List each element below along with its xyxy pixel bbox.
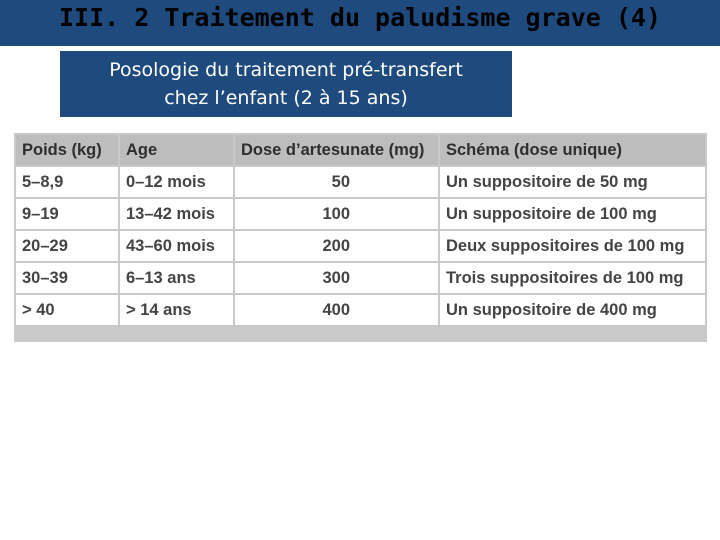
table-row bbox=[16, 263, 705, 293]
cell-weight: 20–29 bbox=[16, 231, 118, 261]
cell-schedule: Trois suppositoires de 100 mg bbox=[440, 263, 705, 293]
header-dose: Dose d’artesunate (mg) bbox=[235, 135, 438, 165]
table-header-row bbox=[16, 135, 705, 165]
cell-age: 43–60 mois bbox=[120, 231, 233, 261]
table-row bbox=[16, 167, 705, 197]
subtitle-line-2: chez l’enfant (2 à 15 ans) bbox=[164, 87, 408, 109]
cell-dose: 100 bbox=[235, 199, 438, 229]
cell-schedule: Deux suppositoires de 100 mg bbox=[440, 231, 705, 261]
header-schedule: Schéma (dose unique) bbox=[440, 135, 705, 165]
table-row bbox=[16, 199, 705, 229]
cell-weight: 5–8,9 bbox=[16, 167, 118, 197]
cell-age: 13–42 mois bbox=[120, 199, 233, 229]
cell-weight: > 40 bbox=[16, 295, 118, 325]
cell-dose: 50 bbox=[235, 167, 438, 197]
cell-schedule: Un suppositoire de 50 mg bbox=[440, 167, 705, 197]
cell-weight: 30–39 bbox=[16, 263, 118, 293]
subtitle-line-1: Posologie du traitement pré-transfert bbox=[109, 59, 463, 81]
cell-dose: 300 bbox=[235, 263, 438, 293]
dosage-table bbox=[14, 133, 707, 327]
cell-dose: 200 bbox=[235, 231, 438, 261]
cell-dose: 400 bbox=[235, 295, 438, 325]
header-weight: Poids (kg) bbox=[16, 135, 118, 165]
table-row bbox=[16, 231, 705, 261]
cell-schedule: Un suppositoire de 100 mg bbox=[440, 199, 705, 229]
header-age: Age bbox=[120, 135, 233, 165]
cell-age: 6–13 ans bbox=[120, 263, 233, 293]
slide-title: III. 2 Traitement du paludisme grave (4) bbox=[58, 3, 662, 32]
cell-age: 0–12 mois bbox=[120, 167, 233, 197]
cell-age: > 14 ans bbox=[120, 295, 233, 325]
table-row bbox=[16, 295, 705, 325]
subtitle-box bbox=[60, 51, 512, 117]
cell-schedule: Un suppositoire de 400 mg bbox=[440, 295, 705, 325]
cell-weight: 9–19 bbox=[16, 199, 118, 229]
